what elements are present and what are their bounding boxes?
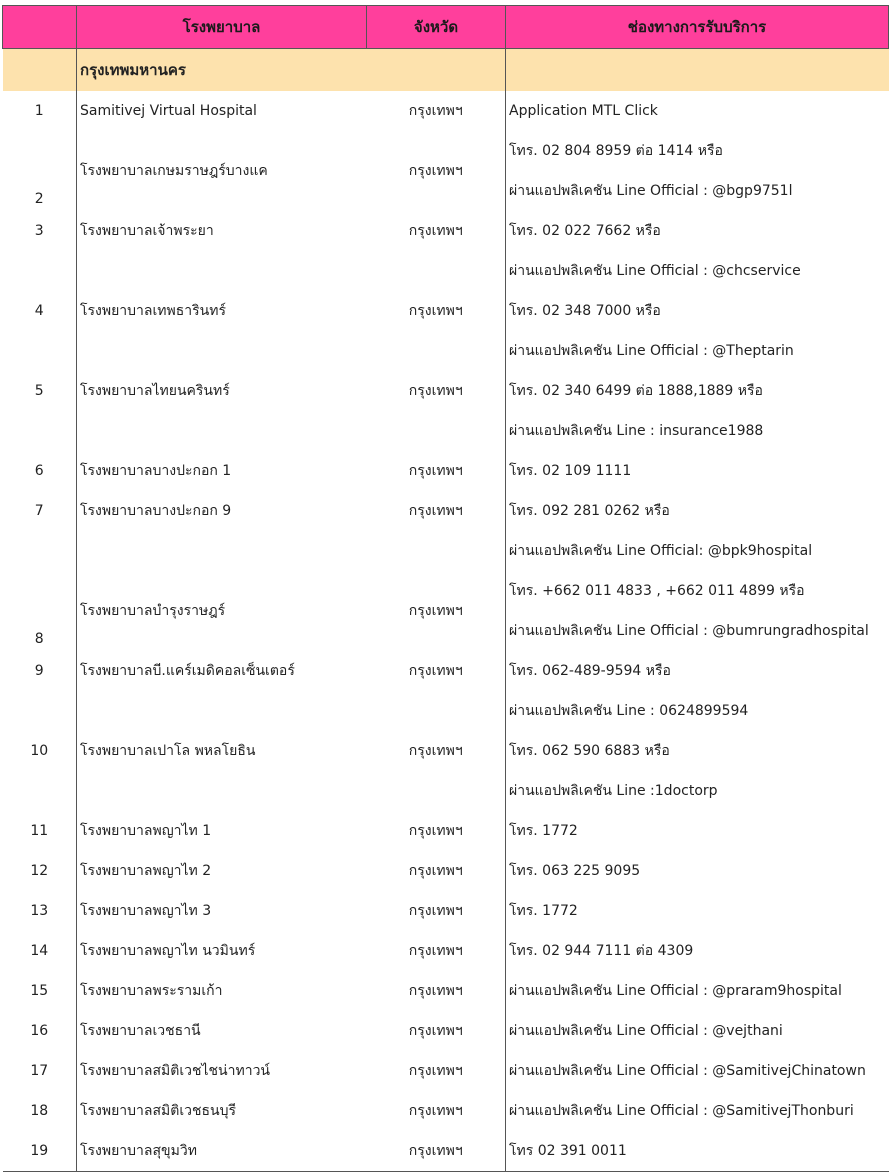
header-hospital: โรงพยาบาล [77,6,367,49]
service-channel: ผ่านแอปพลิเคชัน Line Official : @SamitivejChinatown [506,1051,889,1091]
table-row-continuation [3,331,889,371]
hospital-name: โรงพยาบาลบี.แคร์เมดิคอลเซ็นเตอร์ [77,651,367,691]
hospital-name: โรงพยาบาลเจ้าพระยา [77,211,367,251]
table-row [3,131,889,171]
empty-name-cell [77,411,367,451]
table-row [3,1051,889,1091]
table-row-continuation [3,411,889,451]
row-number: 14 [30,943,49,959]
hospital-name: โรงพยาบาลพญาไท นวมินทร์ [77,931,367,971]
table-row [3,851,889,891]
service-channel: โทร. 02 109 1111 [506,451,889,491]
empty-province-cell [367,531,506,571]
province: กรุงเทพฯ [408,743,463,759]
hospital-name: โรงพยาบาลสมิติเวชไชน่าทาวน์ [77,1051,367,1091]
service-channel: ผ่านแอปพลิเคชัน Line Official : @vejthani [506,1011,889,1051]
empty-number-cell [3,531,77,571]
service-channel: โทร. +662 011 4833 , +662 011 4899 หรือ [506,571,889,611]
empty-name-cell [77,331,367,371]
row-number: 17 [30,1063,49,1079]
hospital-table-container [2,5,888,1172]
group-row-bangkok [3,49,889,92]
service-channel: ผ่านแอปพลิเคชัน Line Official : @SamitivejThonburi [506,1091,889,1131]
table-row [3,211,889,251]
empty-number-cell [3,331,77,371]
province: กรุงเทพฯ [408,903,463,919]
province: กรุงเทพฯ [408,603,463,619]
hospital-name: โรงพยาบาลไทยนครินทร์ [77,371,367,411]
row-number: 19 [3,1131,77,1172]
service-channel: โทร. 02 804 8959 ต่อ 1414 หรือ [506,131,889,171]
service-channel: โทร. 092 281 0262 หรือ [506,491,889,531]
service-channel: โทร. 02 022 7662 หรือ [506,211,889,251]
province: กรุงเทพฯ [408,503,463,519]
row-number: 7 [34,503,44,519]
service-channel-line: ผ่านแอปพลิเคชัน Line Official: @bpk9hospital [506,531,889,571]
province: กรุงเทพฯ [408,983,463,999]
empty-name-cell [77,251,367,291]
table-row [3,811,889,851]
table-row [3,1091,889,1131]
province: กรุงเทพฯ [408,463,463,479]
hospital-name: โรงพยาบาลพญาไท 3 [77,891,367,931]
service-channel-line: ผ่านแอปพลิเคชัน Line Official : @bumrungradhospital [506,611,889,651]
hospital-name: โรงพยาบาลพระรามเก้า [77,971,367,1011]
hospital-name: โรงพยาบาลสมิติเวชธนบุรี [77,1091,367,1131]
province: กรุงเทพฯ [408,163,463,179]
empty-province-cell [367,251,506,291]
row-number: 12 [30,863,49,879]
province: กรุงเทพฯ [408,663,463,679]
table-row [3,491,889,531]
empty-number-cell [3,251,77,291]
hospital-name: โรงพยาบาลพญาไท 2 [77,851,367,891]
table-row [3,731,889,771]
province: กรุงเทพฯ [408,383,463,399]
table-row [3,651,889,691]
row-number: 10 [30,743,49,759]
group-number-cell [3,49,77,92]
province: กรุงเทพฯ [408,1023,463,1039]
empty-province-cell [367,771,506,811]
empty-number-cell [3,691,77,731]
hospital-name: โรงพยาบาลสุขุมวิท [77,1131,367,1172]
table-row [3,451,889,491]
table-header [3,6,889,49]
province: กรุงเทพฯ [408,1103,463,1119]
province: กรุงเทพฯ [408,103,463,119]
table-row-continuation [3,771,889,811]
header-service: ช่องทางการรับบริการ [506,6,889,49]
table-row [3,971,889,1011]
empty-name-cell [77,771,367,811]
row-number: 15 [30,983,49,999]
empty-province-cell [367,691,506,731]
service-channel: โทร. 062-489-9594 หรือ [506,651,889,691]
hospital-name: โรงพยาบาลเทพธารินทร์ [77,291,367,331]
service-channel-line: ผ่านแอปพลิเคชัน Line Official : @bgp9751l [506,171,889,211]
row-number: 4 [34,303,44,319]
row-number: 9 [34,663,44,679]
province: กรุงเทพฯ [408,1063,463,1079]
table-row-continuation [3,691,889,731]
hospital-name: โรงพยาบาลเกษมราษฎร์บางแค [77,131,367,211]
empty-number-cell [3,411,77,451]
service-channel: โทร. 02 348 7000 หรือ [506,291,889,331]
hospital-name: โรงพยาบาลเปาโล พหลโยธิน [77,731,367,771]
empty-province-cell [367,411,506,451]
hospital-name: โรงพยาบาลบางปะกอก 9 [77,491,367,531]
empty-name-cell [77,531,367,571]
row-number: 8 [34,631,44,647]
row-number: 3 [34,223,44,239]
table-row [3,371,889,411]
empty-name-cell [77,691,367,731]
header-number [3,6,77,49]
row-number: 11 [30,823,49,839]
row-number: 13 [30,903,49,919]
service-channel-line: ผ่านแอปพลิเคชัน Line Official : @Theptarin [506,331,889,371]
table-row-continuation [3,251,889,291]
province: กรุงเทพฯ [408,823,463,839]
service-channel: โทร. 063 225 9095 [506,851,889,891]
header-province: จังหวัด [367,6,506,49]
service-channel: โทร. 1772 [506,811,889,851]
empty-number-cell [3,771,77,811]
province: กรุงเทพฯ [408,863,463,879]
service-channel: โทร. 1772 [506,891,889,931]
province: กรุงเทพฯ [408,943,463,959]
service-channel: โทร 02 391 0011 [506,1131,889,1172]
row-number: 2 [34,191,44,207]
hospital-table [2,5,889,1172]
province: กรุงเทพฯ [408,303,463,319]
table-row [3,931,889,971]
row-number: 16 [30,1023,49,1039]
group-label: กรุงเทพมหานคร [77,49,367,92]
group-province-cell [367,49,506,92]
service-channel-line: ผ่านแอปพลิเคชัน Line : insurance1988 [506,411,889,451]
empty-province-cell [367,331,506,371]
table-row [3,891,889,931]
hospital-name: Samitivej Virtual Hospital [77,91,367,131]
table-row-continuation [3,531,889,571]
hospital-name: โรงพยาบาลบางปะกอก 1 [77,451,367,491]
row-number: 1 [34,103,44,119]
hospital-name: โรงพยาบาลบำรุงราษฎร์ [77,571,367,651]
hospital-name: โรงพยาบาลพญาไท 1 [77,811,367,851]
table-row [3,1011,889,1051]
service-channel-line: ผ่านแอปพลิเคชัน Line :1doctorp [506,771,889,811]
service-channel: ผ่านแอปพลิเคชัน Line Official : @praram9hospital [506,971,889,1011]
row-number: 5 [34,383,44,399]
table-row [3,571,889,611]
province: กรุงเทพฯ [408,223,463,239]
table-row [3,91,889,131]
group-service-cell [506,49,889,92]
table-row [3,1131,889,1172]
service-channel-line: ผ่านแอปพลิเคชัน Line : 0624899594 [506,691,889,731]
province: กรุงเทพฯ [367,1131,506,1172]
service-channel: โทร. 062 590 6883 หรือ [506,731,889,771]
hospital-name: โรงพยาบาลเวชธานี [77,1011,367,1051]
service-channel: โทร. 02 944 7111 ต่อ 4309 [506,931,889,971]
service-channel-line: ผ่านแอปพลิเคชัน Line Official : @chcservice [506,251,889,291]
row-number: 18 [30,1103,49,1119]
table-row [3,291,889,331]
table-body [3,49,889,1172]
service-channel: โทร. 02 340 6499 ต่อ 1888,1889 หรือ [506,371,889,411]
service-channel: Application MTL Click [506,91,889,131]
row-number: 6 [34,463,44,479]
